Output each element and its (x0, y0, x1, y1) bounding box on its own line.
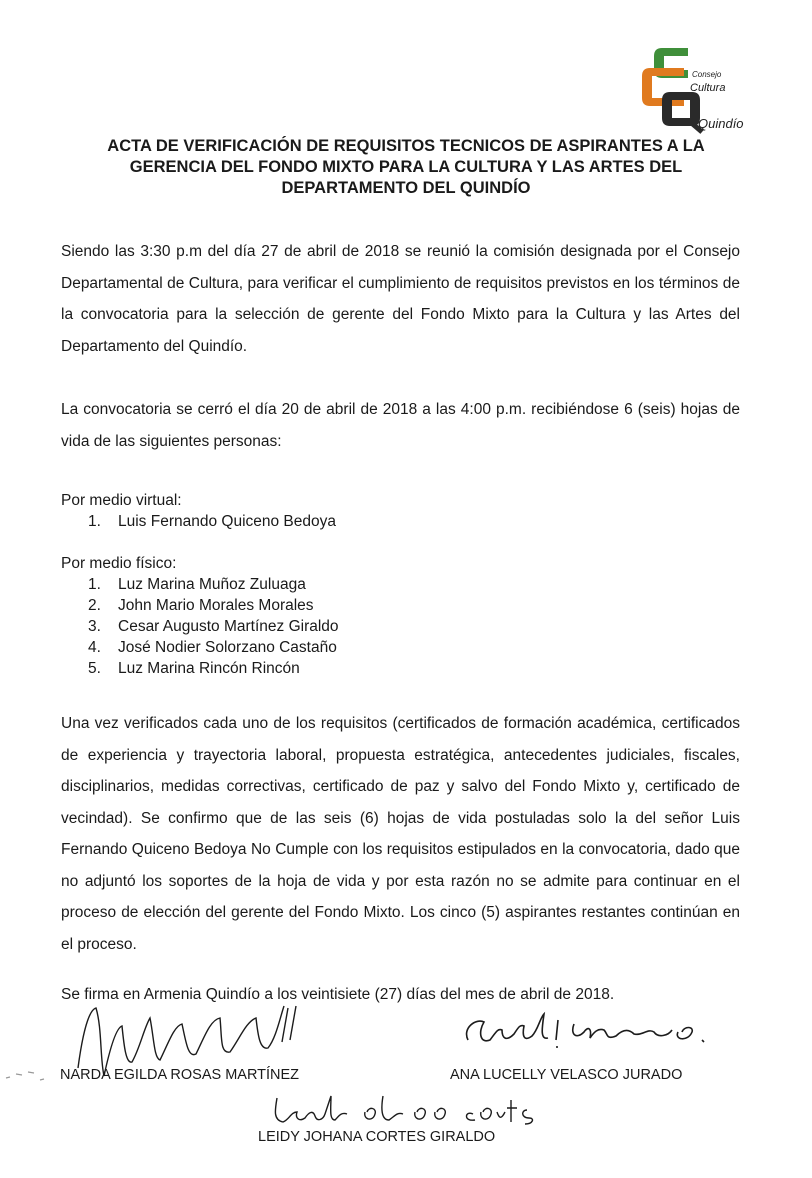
logo-text-consejo: Consejo (692, 70, 722, 79)
title-line-3: DEPARTAMENTO DEL QUINDÍO (281, 179, 531, 197)
list-item-name: Luz Marina Muñoz Zuluaga (118, 576, 306, 593)
title-line-1: ACTA DE VERIFICACIÓN DE REQUISITOS TECNICOS DE ASPIRANTES A LA (107, 137, 705, 155)
list-item-name: José Nodier Solorzano Castaño (118, 639, 337, 656)
list-item (88, 658, 339, 679)
virtual-section-label: Por medio virtual: (61, 492, 182, 509)
list-item-name: John Mario Morales Morales (118, 597, 314, 614)
fisico-applicants-list (88, 574, 339, 679)
list-item-number: 2. (88, 597, 101, 614)
consejo-cultura-quindio-logo (640, 36, 750, 136)
virtual-applicants-list (88, 511, 336, 532)
intro-paragraph: Siendo las 3:30 p.m del día 27 de abril de 2018 se reunió la comisión designada por el Consejo Departamental de Cultura, para verificar el cumplimiento de requisitos previstos en los términos de la convocatoria para la selección de gerente del Fondo Mixto para la Cultura y las Artes del Departamento del Quindío. (61, 243, 740, 355)
list-item-number: 1. (88, 576, 101, 593)
signature-ana-velasco (458, 1010, 728, 1060)
list-item-name: Luz Marina Rincón Rincón (118, 660, 300, 677)
logo-text-cultura: Cultura (690, 82, 726, 94)
signatory-name-3: LEIDY JOHANA CORTES GIRALDO (258, 1129, 496, 1145)
document-title (60, 136, 752, 199)
list-item (88, 595, 339, 616)
cierre-paragraph: Se firma en Armenia Quindío a los veintisiete (27) días del mes de abril de 2018. (61, 986, 615, 1003)
verificacion-paragraph: Una vez verificados cada uno de los requisitos (certificados de formación académica, certificados de experiencia y trayectoria laboral, propuesta estratégica, antecedentes judiciales, fiscales, disciplinarios, medidas correctivas, certificado de paz y salvo del Fondo Mixto y, certificado de vecindad). Se confirmo que de las seis (6) hojas de vida postuladas solo la del señor Luis Fernando Quiceno Bedoya No Cumple con los requisitos estipulados en la convocatoria, dado que no adjuntó los soportes de la hoja de vida y por esta razón no se admite para continuar en el proceso de elección del gerente del Fondo Mixto. Los cinco (5) aspirantes restantes continúan en el proceso. (61, 715, 740, 953)
signatory-name-2: ANA LUCELLY VELASCO JURADO (450, 1067, 683, 1083)
title-line-2: GERENCIA DEL FONDO MIXTO PARA LA CULTURA Y LAS ARTES DEL (129, 158, 683, 176)
list-item-number: 3. (88, 618, 101, 635)
list-item-name: Cesar Augusto Martínez Giraldo (118, 618, 339, 635)
logo-text-quindio: Quindío (698, 116, 744, 131)
list-item (88, 574, 339, 595)
list-item-number: 4. (88, 639, 101, 656)
list-item-number: 5. (88, 660, 101, 677)
convocatoria-paragraph: La convocatoria se cerró el día 20 de abril de 2018 a las 4:00 p.m. recibiéndose 6 (seis) hojas de vida de las siguientes personas: (61, 401, 740, 450)
list-item-number: 1. (88, 513, 101, 530)
list-item (88, 616, 339, 637)
list-item (88, 511, 336, 532)
signatory-name-1: NARDA EGILDA ROSAS MARTÍNEZ (60, 1067, 300, 1083)
list-item-name: Luis Fernando Quiceno Bedoya (118, 513, 337, 530)
fisico-section-label: Por medio físico: (61, 555, 177, 572)
list-item (88, 637, 339, 658)
scan-noise-marks (0, 1060, 60, 1095)
